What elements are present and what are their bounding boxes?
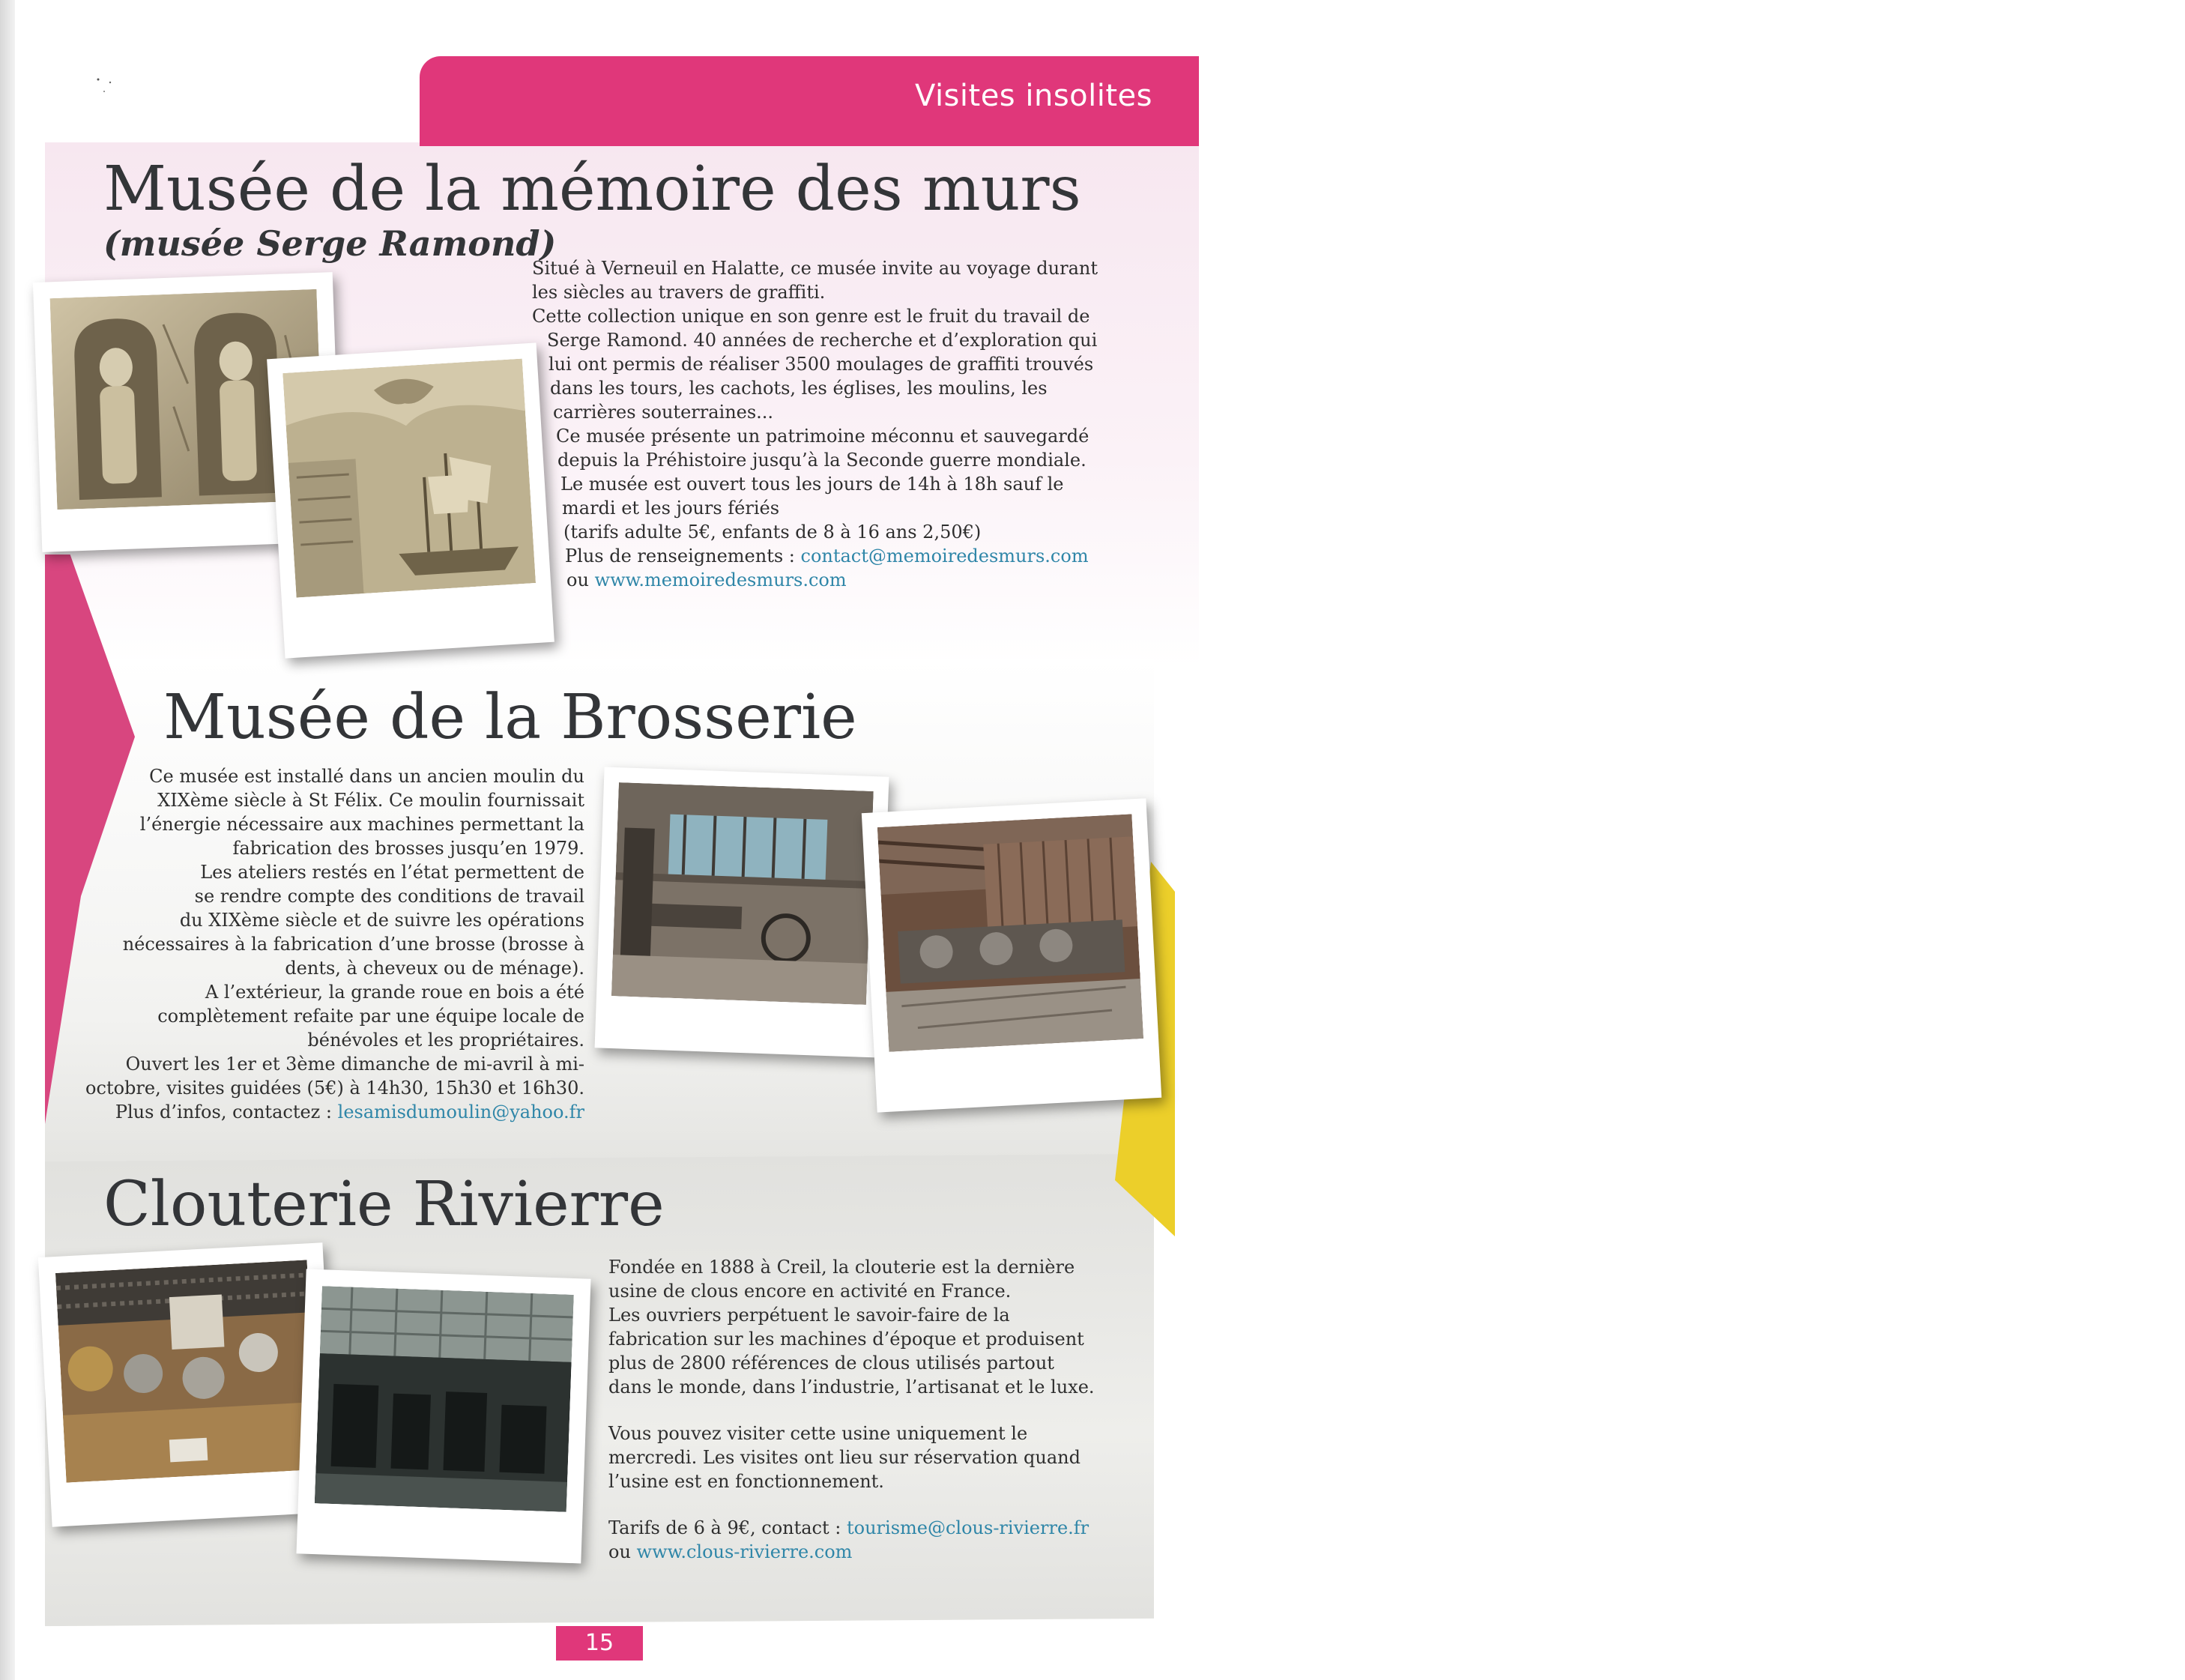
section-2-body: [60, 764, 584, 1124]
scan-edge: [0, 0, 15, 1680]
section-3-line: mercredi. Les visites ont lieu sur réservation quand: [608, 1447, 1081, 1468]
info-prefix: Plus d’infos, contactez :: [115, 1102, 338, 1122]
section-1-line: Ce musée présente un patrimoine méconnu et sauvegardé: [556, 426, 1090, 447]
section-3-line: l’usine est en fonctionnement.: [608, 1471, 884, 1492]
section-2-line: du XIXème siècle et de suivre les opérations: [179, 910, 584, 931]
section-3-website-line: [608, 1540, 1178, 1564]
tariff-prefix: Tarifs de 6 à 9€, contact :: [608, 1517, 847, 1538]
section-2-line: fabrication des brosses jusqu’en 1979.: [232, 838, 584, 859]
section-2-line: A l’extérieur, la grande roue en bois a été: [205, 982, 584, 1003]
section-2-line: Ce musée est installé dans un ancien moulin du: [149, 766, 584, 787]
brochure-page: [15, 0, 1199, 1680]
photo-mill-workshop: [595, 767, 889, 1057]
section-1-line: depuis la Préhistoire jusqu’à la Seconde guerre mondiale.: [557, 450, 1087, 471]
section-2-line: XIXème siècle à St Félix. Ce moulin fournissait: [157, 790, 584, 811]
section-2-line: dents, à cheveux ou de ménage).: [285, 958, 584, 979]
section-header-label: Visites insolites: [914, 79, 1152, 113]
photo-graffiti-ship: [267, 342, 554, 658]
photo-factory-floor: [296, 1269, 590, 1563]
section-title-brosserie: Musée de la Brosserie: [163, 682, 857, 753]
section-1-line: dans les tours, les cachots, les églises, les moulins, les: [550, 378, 1048, 399]
photo-brush-machines: [862, 798, 1161, 1112]
section-1-contact-line: [565, 544, 1161, 568]
section-title-clouterie-rivierre: Clouterie Rivierre: [103, 1169, 665, 1240]
section-1-line: Cette collection unique en son genre est le fruit du travail de: [532, 306, 1090, 327]
or-label: ou: [566, 569, 595, 590]
factory-floor-image: [315, 1286, 574, 1512]
section-1-website-line: [566, 568, 1161, 592]
section-3-line: usine de clous encore en activité en France.: [608, 1281, 1012, 1302]
brush-machines-image: [877, 814, 1143, 1051]
section-1-line: (tarifs adulte 5€, enfants de 8 à 16 ans 2,50€): [563, 522, 982, 543]
section-title-memoire-des-murs: Musée de la mémoire des murs: [103, 154, 1081, 225]
section-3-contact-line: [608, 1516, 1178, 1540]
section-header-bar: [420, 56, 1199, 146]
section-2-line: nécessaires à la fabrication d’une brosse (brosse à: [122, 934, 584, 955]
website-link-clous-rivierre[interactable]: www.clous-rivierre.com: [636, 1541, 853, 1562]
section-3-line: Fondée en 1888 à Creil, la clouterie est la dernière: [608, 1257, 1075, 1278]
email-link-clous-rivierre[interactable]: tourisme@clous-rivierre.fr: [847, 1517, 1090, 1538]
or-label: ou: [608, 1541, 637, 1562]
nail-boxes-image: [55, 1260, 318, 1482]
section-3-body: [608, 1255, 1178, 1564]
info-prefix: Plus de renseignements :: [565, 546, 801, 566]
email-link-lesamisdumoulin[interactable]: lesamisdumoulin@yahoo.fr: [337, 1102, 584, 1122]
section-2-line: Les ateliers restés en l’état permettent de: [200, 862, 584, 883]
email-link-memoiredesmurs[interactable]: contact@memoiredesmurs.com: [800, 546, 1089, 566]
section-2-line: complètement refaite par une équipe locale de: [157, 1006, 584, 1027]
section-2-line: se rendre compte des conditions de travail: [194, 886, 584, 907]
section-1-line: carrières souterraines...: [553, 402, 774, 423]
section-3-line: Vous pouvez visiter cette usine uniquement le: [608, 1423, 1028, 1444]
graffiti-ship-image: [282, 359, 536, 598]
section-2-line: bénévoles et les propriétaires.: [307, 1030, 584, 1051]
section-2-line: l’énergie nécessaire aux machines permettant la: [139, 814, 584, 835]
website-link-memoiredesmurs[interactable]: www.memoiredesmurs.com: [594, 569, 847, 590]
section-3-line: dans le monde, dans l’industrie, l’artisanat et le luxe.: [608, 1377, 1095, 1398]
section-1-line: mardi et les jours fériés: [562, 498, 780, 519]
section-3-line: fabrication sur les machines d’époque et produisent: [608, 1329, 1084, 1350]
section-2-contact-line: [60, 1100, 584, 1124]
section-3-line: Les ouvriers perpétuent le savoir-faire de la: [608, 1305, 1010, 1326]
page-number: 15: [556, 1626, 643, 1661]
section-3-line: plus de 2800 références de clous utilisés partout: [608, 1353, 1054, 1374]
section-1-line: lui ont permis de réaliser 3500 moulages de graffiti trouvés: [548, 354, 1094, 375]
section-1-line: les siècles au travers de graffiti.: [532, 282, 826, 303]
section-subtitle-serge-ramond: (musée Serge Ramond): [103, 223, 557, 264]
section-2-line: Ouvert les 1er et 3ème dimanche de mi-avril à mi-: [125, 1054, 584, 1075]
section-1-line: Serge Ramond. 40 années de recherche et d’exploration qui: [547, 330, 1098, 351]
section-2-line: octobre, visites guidées (5€) à 14h30, 15h30 et 16h30.: [85, 1078, 584, 1099]
section-1-body: [532, 256, 1161, 592]
section-1-line: Situé à Verneuil en Halatte, ce musée invite au voyage durant: [532, 258, 1098, 279]
mill-workshop-image: [611, 782, 874, 1005]
photo-nail-boxes: [38, 1242, 336, 1526]
scan-specks: [94, 75, 124, 97]
section-1-line: Le musée est ouvert tous les jours de 14h à 18h sauf le: [560, 474, 1064, 495]
